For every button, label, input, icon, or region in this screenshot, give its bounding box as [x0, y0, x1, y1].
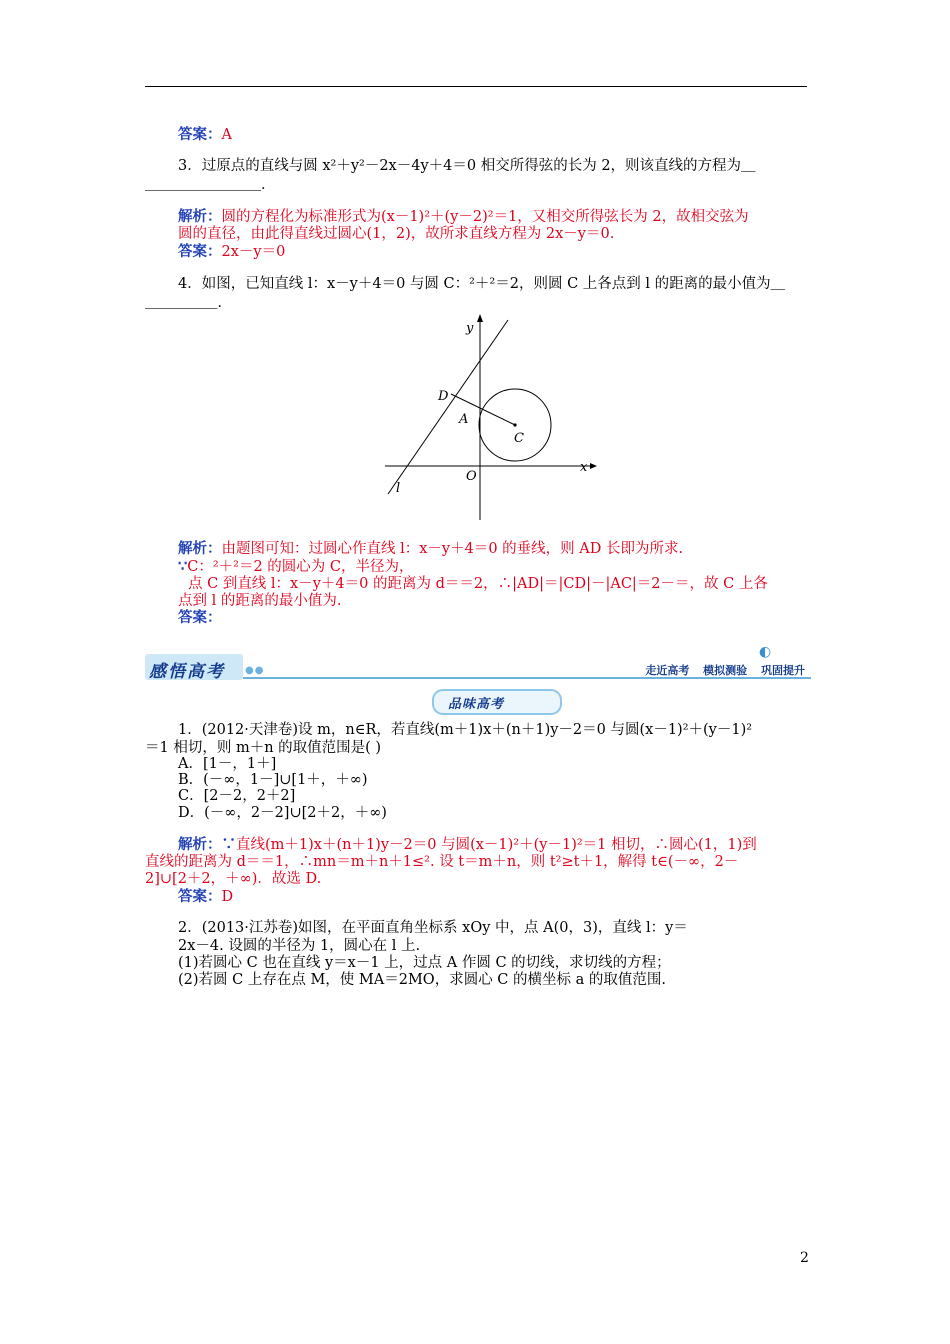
- q4-analysis-line4: 点到 l 的距离的最小值为.: [178, 593, 342, 609]
- p2-text-line4: (2)若圆 C 上存在点 M，使 MA＝2MO，求圆心 C 的横坐标 a 的取值范围.: [178, 972, 666, 988]
- q4-figure: [380, 312, 600, 524]
- label-x: x: [580, 460, 588, 475]
- banner-dots: ●●: [245, 665, 265, 676]
- p1-analysis-line1: 解析：∵直线(m＋1)x＋(n＋1)y－2＝0 与圆(x－1)²＋(y－1)²＝1 相切，∴圆心(1，1)到: [178, 836, 757, 853]
- p1-analysis-line2: 直线的距离为 d＝＝1，∴mn＝m＋n＋1≤². 设 t＝m＋n，则 t²≥t＋1，解得 t∈(－∞，2－: [145, 854, 739, 870]
- p1-answer: 答案：D: [178, 888, 234, 905]
- label-l: l: [396, 481, 401, 496]
- q4-answer-label: 答案：: [178, 609, 222, 626]
- p1-text-line1: 1．(2012·天津卷)设 m，n∈R，若直线(m＋1)x＋(n＋1)y－2＝0 与圆(x－1)²＋(y－1)²: [178, 722, 753, 738]
- subtitle-text: 品味高考: [448, 697, 505, 712]
- q4-text-line2: ＿＿＿＿＿．: [145, 295, 232, 311]
- banner-right-text: 走近高考 模拟测验 巩固提升: [645, 664, 805, 677]
- q3-analysis-line1: 解析：圆的方程化为标准形式为(x－1)²＋(y－2)²＝1，又相交所得弦长为 2，故相交弦为: [178, 208, 749, 225]
- line-l: [388, 320, 508, 494]
- label-c: C: [514, 431, 524, 446]
- q4-analysis-line2: ∵C：²＋²＝2 的圆心为 C，半径为，: [178, 558, 414, 575]
- p1-analysis-line3: 2]∪[2＋2，＋∞)．故选 D.: [145, 871, 322, 887]
- q4-analysis-line1: 解析：由题图可知：过圆心作直线 l：x－y＋4＝0 的垂线，则 AD 长即为所求.: [178, 540, 684, 557]
- p2-text-line2: 2x－4. 设圆的半径为 1，圆心在 l 上.: [178, 938, 421, 954]
- q3-analysis-line2: 圆的直径，由此得直线过圆心(1，2)，故所求直线方程为 2x－y＝0.: [178, 226, 615, 242]
- section-banner: [145, 644, 811, 682]
- q4-text-line1: 4．如图，已知直线 l：x－y＋4＝0 与圆 C：²＋²＝2，则圆 C 上各点到 l 的距离的最小值为＿: [178, 276, 786, 292]
- q4-analysis-line3: 点 C 到直线 l：x－y＋4＝0 的距离为 d＝＝2，∴|AD|＝|CD|－|AC|＝2－＝，故 C 上各: [188, 576, 768, 592]
- banner-tab: [145, 654, 243, 680]
- p2-text-line1: 2．(2013·江苏卷)如图，在平面直角坐标系 xOy 中，点 A(0，3)，直线 l：y＝: [178, 920, 688, 936]
- y-axis-arrow: [477, 314, 483, 322]
- label-o: O: [466, 469, 477, 484]
- label-y: y: [466, 321, 474, 336]
- label-a: A: [459, 412, 469, 427]
- p1-option-a: A．[1－，1＋]: [178, 756, 277, 772]
- label-d: D: [438, 389, 449, 404]
- p1-option-d: D．(－∞，2－2]∪[2＋2，＋∞): [178, 805, 387, 821]
- header-rule: [145, 86, 807, 87]
- banner-title: 感悟高考: [149, 662, 225, 682]
- q3-text-line1: 3．过原点的直线与圆 x²＋y²－2x－4y＋4＝0 相交所得弦的长为 2，则该直线的方程为＿: [178, 158, 756, 174]
- p1-text-line2: ＝1 相切，则 m＋n 的取值范围是( ): [145, 740, 382, 756]
- x-axis-arrow: [590, 463, 597, 469]
- subtitle-badge: [432, 689, 562, 715]
- p1-option-b: B．(－∞，1－]∪[1＋，＋∞): [178, 772, 368, 788]
- p1-option-c: C．[2－2，2＋2]: [178, 788, 296, 804]
- top-answer: 答案：A: [178, 126, 232, 143]
- center-point: [513, 423, 516, 426]
- p2-text-line3: (1)若圆心 C 也在直线 y＝x－1 上，过点 A 作圆 C 的切线，求切线的方程；: [178, 955, 671, 971]
- swirl-icon: ◐: [759, 644, 772, 660]
- q3-text-line2: ＿＿＿＿＿＿＿＿．: [145, 177, 276, 193]
- page-number: 2: [800, 1250, 809, 1266]
- q3-answer: 答案：2x－y＝0: [178, 243, 286, 260]
